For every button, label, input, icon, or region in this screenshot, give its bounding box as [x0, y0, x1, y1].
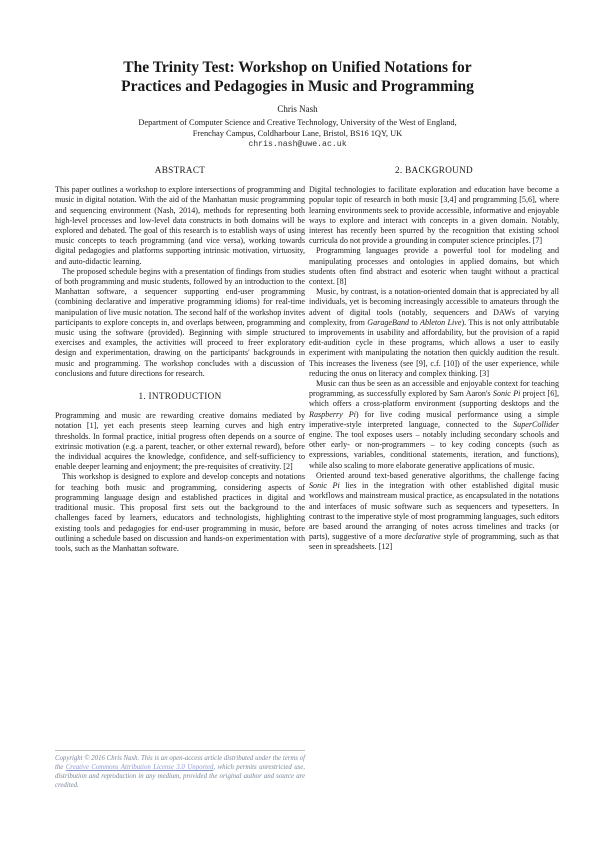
affiliation-line-2: Frenchay Campus, Coldharbour Lane, Bristol, BS16 1QY, UK — [192, 129, 403, 138]
sonicpi-term: Sonic Pi — [492, 389, 521, 399]
ableton-term: Ableton Live — [420, 317, 462, 327]
paper-title — [60, 58, 535, 96]
garageband-term: GarageBand — [367, 317, 410, 327]
p4-text-b: project [6], which offers a cross-platform environment (supporting desktops and the — [309, 389, 560, 409]
background-heading: 2. BACKGROUND — [395, 165, 473, 175]
abstract-paragraph-1: This paper outlines a workshop to explore intersections of programming and music in digital notation. With the aid of the Manhattan music programming and sequencing environment (Nash, 2014), methods for representing both high-level processes and low-level data constructs in both domains will be explored and debated. The goal of this research is to establish ways of using music concepts to teach programming (and vice versa), working towards digital pedagogies and platforms supporting intrinsic motivation, virtuosity, and auto-didactic learning. — [55, 185, 305, 266]
p4-text-a: Music can thus be seen as an accessible and enjoyable context for teaching programming, as successfully explored by Sam Aaron's — [309, 379, 559, 399]
introduction-heading: 1. INTRODUCTION — [138, 391, 222, 402]
left-column — [55, 165, 305, 554]
affiliation-line-1: Department of Computer Science and Creative Technology, University of the West of England, — [138, 118, 457, 127]
p4-text-c: ) for live coding musical performance using a simple imperative-style interpreted language, connected to the — [309, 409, 560, 429]
background-paragraph-3 — [309, 287, 559, 379]
raspberrypi-term: Raspberry Pi — [309, 409, 356, 419]
background-paragraph-4 — [309, 379, 559, 471]
author-name: Chris Nash — [277, 104, 318, 114]
introduction-paragraph-1: Programming and music are rewarding creative domains mediated by notation [1], yet each presents steep learning curves and high entry thresholds. In formal practice, initial progress often depends on a source of extrinsic motivation (e.g. a parent, teacher, or other external reward), before the individual acquires the knowledge, confidence, and self-sufficiency to enable deeper learning and enjoyment; the pre-requisites of creativity. [2] — [55, 411, 305, 472]
license-link[interactable]: Creative Commons Attribution License 3.0 Unported — [65, 764, 214, 771]
p5-text-b: lies in the integration with other established digital music workflows and mainstream musical practice, as encapsulated in the notations and interfaces of music software such as sequencers and typesetters. In contrast to the imperative style of most programming languages, such editors are based around the arranging of notes across timelines and tracks (or parts), suggestive of a more — [309, 481, 559, 542]
title-line-1: The Trinity Test: Workshop on Unified Notations for — [123, 59, 472, 76]
declarative-term: declarative — [404, 532, 441, 542]
title-line-2: Practices and Pedagogies in Music and Programming — [121, 78, 474, 95]
p5-text-a: Oriented around text-based generative algorithms, the challenge facing — [316, 470, 559, 480]
abstract-heading: ABSTRACT — [154, 165, 206, 175]
sonicpi-term-2: Sonic Pi — [309, 481, 340, 491]
copyright-notice — [55, 750, 305, 790]
right-column — [309, 165, 559, 553]
p4-text-d: engine. The tool exposes users – notably including secondary schools and other early- or non-programmers – to key coding concepts (such as expressions, variables, conditional statements, iteration, and functions), while also scaling to more elaborate generative applications of music. — [309, 430, 559, 470]
background-paragraph-1: Digital technologies to facilitate exploration and education have become a popular topic of research in both music [3,4] and programming [5,6], where learning environments seek to provide accessible, informative and enjoyable ways to explore and interact with concepts in a given domain. Notably, interest has recently been spurred by the recognition that existing school curricula do not provide a grounding in computer science principles. [7] — [309, 185, 559, 246]
p5-text-c: style of programming, such as that seen in spreadsheets. [12] — [309, 532, 560, 552]
abstract-paragraph-2: The proposed schedule begins with a presentation of findings from studies of both programming and music students, followed by an introduction to the Manhattan software, a sequencer supporting end-user programming (combining declarative and imperative programming idioms) for real-time manipulation of live music notation. The second half of the workshop invites participants to explore concepts in, and overlaps between, programming and music using the software (provided). Beginning with simple structured exercises and examples, the activities will proceed to freer exploratory design and experimentation, drawing on the participants' backgrounds in music and programming. The workshop concludes with a discussion of conclusions and future directions for research. — [55, 266, 305, 378]
supercollider-term: SuperCollider — [513, 419, 559, 429]
p3-text-b: ). This is not only attributable to improvements in usability and affordability, but the provision of a rapid edit-audition cycle in these programs, which allows a user to easily experiment with manipulating the notation then quickly audition the result. This increases the liveness (see [9], c.f. [10]) of the user experience, while reducing the onus on literacy and complex thinking. [3] — [309, 317, 559, 378]
p3-text-to: to — [409, 317, 421, 327]
background-paragraph-2: Programming languages provide a powerful tool for modeling and manipulating processes and ontologies in applied domains, but which students often find abstract and esoteric when taught without a practical context. [8] — [309, 246, 559, 287]
introduction-paragraph-2: This workshop is designed to explore and develop concepts and notations for teaching both music and programming, considering aspects of programming language design and established practices in digital and traditional music. This proposal first sets out the background to the challenges faced by learners, educators and technologists, highlighting existing tools and pedagogies for end-user programming in music, before outlining a schedule based on discussion and hands-on experimentation with tools, such as the Manhattan software. — [55, 472, 305, 553]
background-paragraph-5 — [309, 471, 559, 553]
copyright-suffix: , which permits unrestricted use, distribution and reproduction in any medium, provided the original author and source are credited. — [55, 764, 305, 789]
author-email[interactable]: chris.nash@uwe.ac.uk — [248, 140, 347, 149]
author-affiliation — [60, 117, 535, 139]
copyright-prefix: Copyright © 2016 Chris Nash. This is an open-access article distributed under the terms of the — [55, 755, 305, 771]
p3-text-a: Music, by contrast, is a notation-oriented domain that is appreciated by all individuals, yet is becoming increasingly accessible to amateurs through the advent of digital tools (notably, sequencers and DAWs of varying complexity, from — [309, 287, 559, 327]
